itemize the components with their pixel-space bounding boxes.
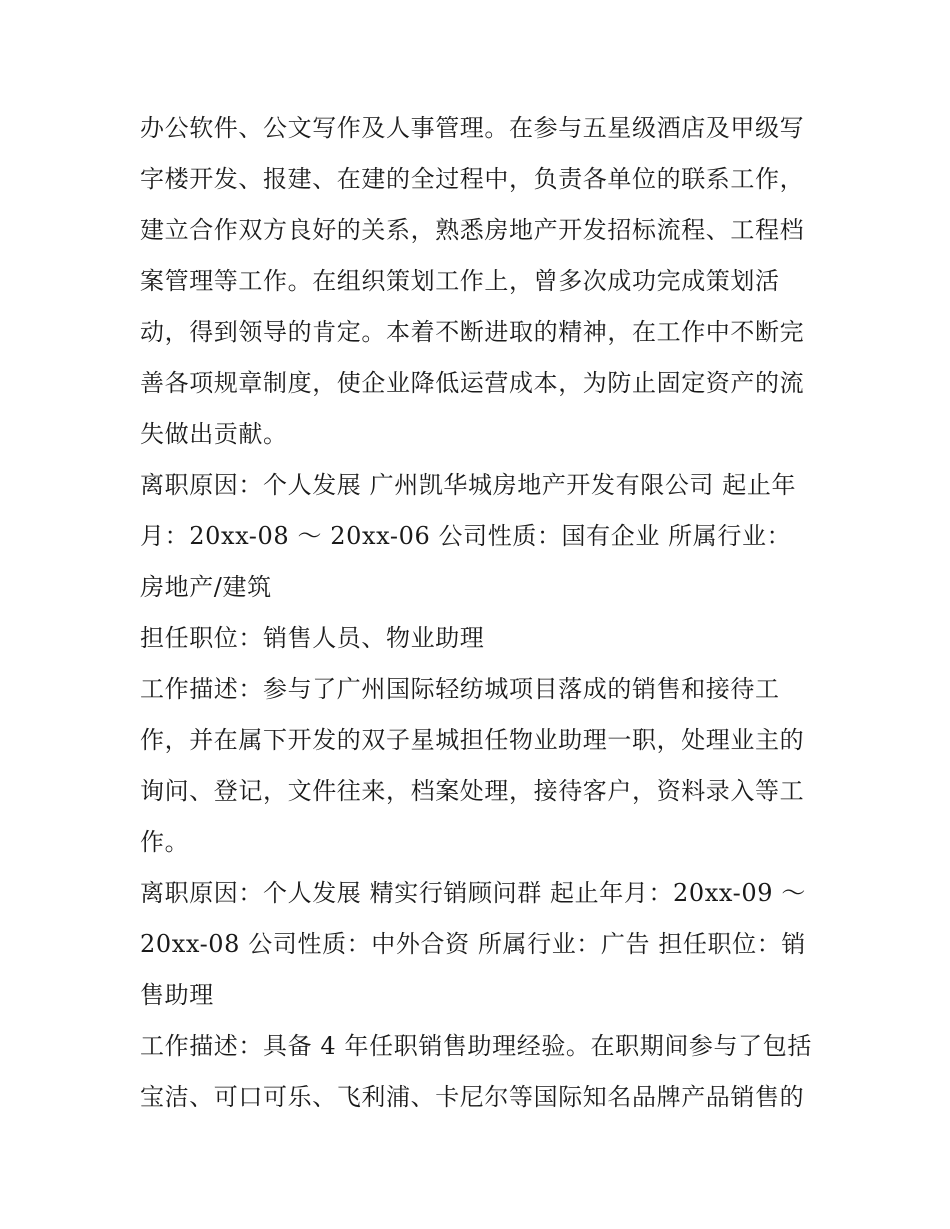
paragraph-employer-jingshi: 离职原因：个人发展 精实行销顾问群 起止年月：20xx-09 ～ 20xx-08 公司性质：中外合资 所属行业：广告 担任职位：销售助理 [140, 879, 806, 1009]
paragraph-description-sales-assistant: 工作描述：具备 4 年任职销售助理经验。在职期间参与了包括宝洁、可口可乐、飞利浦、卡尼尔等国际知名品牌产品销售的 [140, 1032, 812, 1111]
paragraph-position-sales: 担任职位：销售人员、物业助理 [140, 624, 485, 652]
document-body [140, 103, 815, 1123]
paragraph-employer-kaihua: 离职原因：个人发展 广州凯华城房地产开发有限公司 起止年月：20xx-08 ～ 20xx-06 公司性质：国有企业 所属行业：房地产/建筑 [140, 471, 797, 601]
paragraph-job-duties: 办公软件、公文写作及人事管理。在参与五星级酒店及甲级写字楼开发、报建、在建的全过程中，负责各单位的联系工作，建立合作双方良好的关系，熟悉房地产开发招标流程、工程档案管理等工作。在组织策划工作上，曾多次成功完成策划活动，得到领导的肯定。本着不断进取的精神，在工作中不断完善各项规章制度，使企业降低运营成本，为防止固定资产的流失做出贡献。 [140, 114, 805, 448]
paragraph-description-textile: 工作描述：参与了广州国际轻纺城项目落成的销售和接待工作，并在属下开发的双子星城担任物业助理一职，处理业主的询问、登记，文件往来，档案处理，接待客户，资料录入等工作。 [140, 675, 805, 856]
